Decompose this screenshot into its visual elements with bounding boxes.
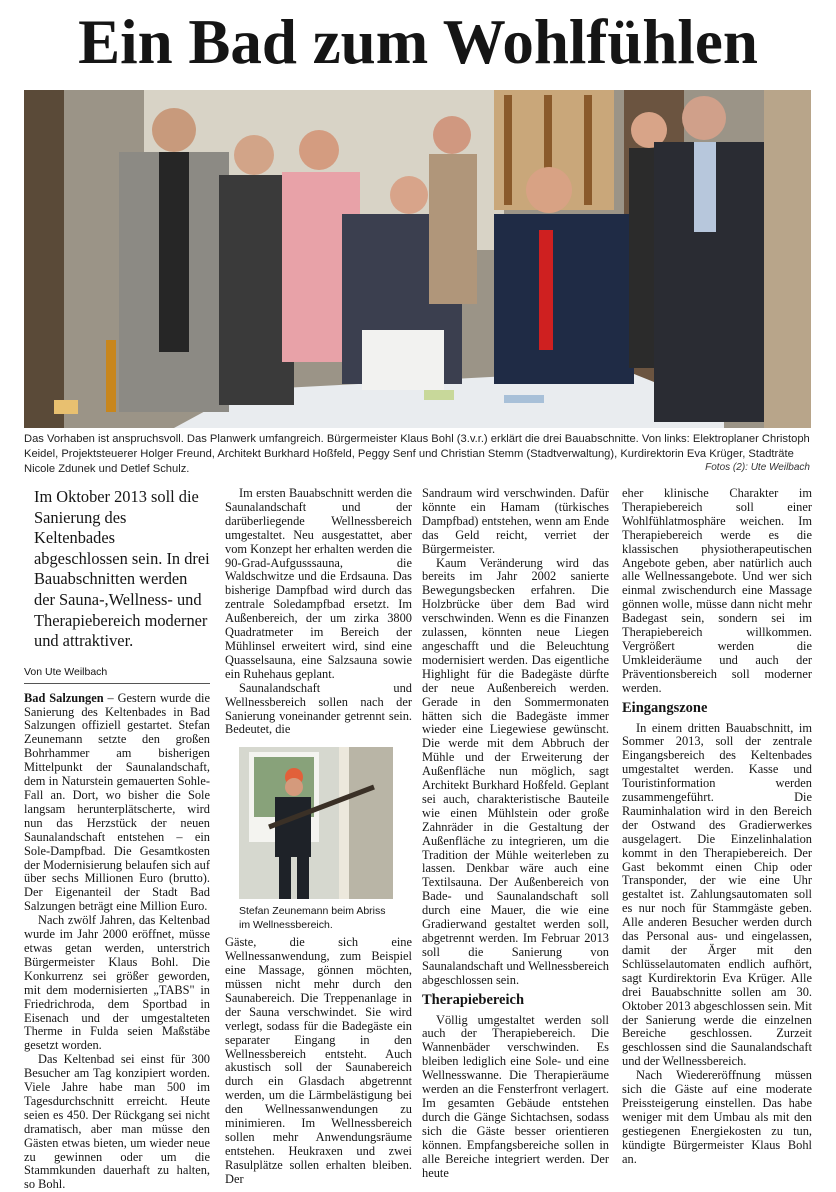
paragraph: Saunalandschaft und Wellnessbereich sollen nach der Sanierung voneinander getrennt sein. Bedeutet, die <box>225 680 412 737</box>
paragraph: Sandraum wird verschwinden. Dafür könnte ein Hamam (türkisches Dampfbad) entstehen, wenn am Ende das Geld reicht, verriet der Bürgermeister. <box>422 486 609 556</box>
paragraph: In einem dritten Bauabschnitt, im Sommer 2013, soll der zentrale Eingangsbereich des Keltenbades umgestaltet werden. Kasse und Touristinformation werden zusammengeführt. Die Rauminhalation wird in den Bereich der Ostwand des Gradierwerkes ausgelagert. Die Einzelinhalation kommt in den Therapiebereich. Der Gast bekommt einen Chip oder Transponder, der wie eine Uhr gestaltet ist. Zahlungsautomaten soll es nur noch für Stammgäste geben. Alle anderen Besucher werden durch das Personal aus- und eingelassen, damit der Ärger mit den Schlüsselautomaten endlich aufhört, sagt Kurdirektorin Eva Krüger. Alle drei Bauabschnitte sollen am 30. Oktober 2013 abgeschlossen sein. Mit der Sanierung werde die einzelnen Bereiche geschlossen. Zurzeit geschlossen sind die Saunalandschaft und der Wellnessbereich. <box>622 720 812 1069</box>
paragraph: eher klinische Charakter im Therapiebereich soll einer Wohlfühlatmosphäre weichen. Im Therapiebereich werde es die klassischen physiotherapeutischen Angebote geben, aber natürlich auch alle Wellnessangebote. Und wer sich einmal zwischendurch eine Massage gönnen wolle, müsse dann nicht mehr Badegast sein, sondern sei im Therapiebereich willkommen. Vergrößert werden die Umkleideräume und auch der Präventionsbereich soll moderner werden. <box>622 486 812 695</box>
headline: Ein Bad zum Wohlfühlen <box>78 7 758 77</box>
inset-photo <box>239 747 393 932</box>
photo-credit: Fotos (2): Ute Weilbach <box>705 462 810 473</box>
byline: Von Ute Weilbach <box>24 666 210 684</box>
subheading: Eingangszone <box>622 699 708 716</box>
caption-text: Das Vorhaben ist anspruchsvoll. Das Planwerk umfangreich. Bürgermeister Klaus Bohl (3.v.r.) erklärt die drei Bauabschnitte. Von links: Elektroplaner Christoph Keidel, Projektsteuerer Holger Freund, Architekt Burkhard Hoßfeld, Peggy Senf und Christian Stemm (Stadtverwaltung), Kurdirektorin Eva Krüger, Stadträte Nicole Zdunek und Detlef Schulz. <box>24 433 810 475</box>
paragraph: Im ersten Bauabschnitt werden die Saunalandschaft und der darüberliegende Wellnessbereich umgestaltet. Neu ausgestattet, aber vom Konzept her erhalten werden die 90-Grad-Aufgusssauna, die Waldschwitze und die Erdsauna. Das bisherige Dampfbad wird durch das zentrale Soledampfbad ersetzt. Im Außenbereich, der um zirka 3800 Quadratmeter im Bereich der Mühlinsel erweitert wird, sind eine Quasselsauna, eine Salzsauna sowie ein Ruhehaus geplant. <box>225 486 412 681</box>
column-2 <box>225 487 412 1187</box>
main-photo <box>24 90 811 428</box>
paragraph: Das Keltenbad sei einst für 300 Besucher am Tag konzipiert worden. Viele Jahre habe man 500 im Tagesdurchschnitt erreicht. Heute seien es 450. Der Rückgang sei nicht dramatisch, aber man müsse den Gästen etwas bieten, um wieder neue zu gewinnen oder um die Stammkunden dauerhaft zu halten, so Bohl. <box>24 1052 210 1192</box>
paragraph-text: – Gestern wurde die Sanierung des Keltenbades in Bad Salzungen offiziell gestartet. Stefan Zeunemann setzte den großen Bohrhammer am bisherigen Mittelpunkt der Saunalandschaft, dem in Naturstein gemauerten Sohle-Fall an. Dort, wo bisher die Sole langsam herunterplätscherte, wird nun das Herzstück der neuen Saunalandschaft entstehen – ein Sole-Dampfbad. Die Gesamtkosten der Modernisierung belaufen sich auf über sechs Millionen Euro (brutto). Der Eigenanteil der Stadt Bad Salzungen beträgt eine Million Euro. <box>24 690 210 914</box>
inset-caption: Stefan Zeunemann beim Abriss im Wellnessbereich. <box>239 905 386 931</box>
column-3 <box>422 487 609 1180</box>
column-4 <box>622 487 812 1167</box>
paragraph: Nach Wiedereröffnung müssen sich die Gäste auf eine moderate Preissteigerung einstellen. Das habe weniger mit dem Umbau als mit den gestiegenen Energiekosten zu tun, kündigte Bürgermeister Klaus Bohl an. <box>622 1068 812 1166</box>
subheading: Therapiebereich <box>422 991 525 1008</box>
inset-image <box>239 747 393 899</box>
dateline: Bad Salzungen <box>24 690 104 705</box>
column-1 <box>24 487 210 1192</box>
photo-caption <box>24 432 811 477</box>
paragraph: Völlig umgestaltet werden soll auch der Therapiebereich. Die Wannenbäder verschwinden. Es bleiben lediglich eine Sole- und eine Wellnesswanne. Die Therapieräume werden an die Fensterfront verlagert. Im gesamten Gebäude entstehen durch die Gänge Sichtachsen, sodass sich die Gäste besser orientieren können. Empfangsbereiche sollen in alle Bereiche integriert werden. Der heute <box>422 1012 609 1180</box>
paragraph: Gäste, die sich eine Wellnessanwendung, zum Beispiel eine Massage, gönnen möchten, müssen nicht mehr durch den Saunabereich. Die Treppenanlage in der Sauna verschwindet. Sie wird verlegt, sodass für die Badegäste ein separater Eingang in den Wellnessbereich entsteht. Auch akustisch soll der Saunabereich durch ein Glasdach abgetrennt werden, um die Lärmbelästigung bei den Wellnessanwendungen zu minimieren. Im Wellnessbereich sollen mehr Anwendungsräume entstehen. Heukraxen und zwei Rasulplätze sollen erhalten bleiben. Der <box>225 935 412 1186</box>
paragraph <box>24 692 210 915</box>
paragraph: Kaum Veränderung wird das bereits im Jahr 2002 sanierte Bewegungsbecken erfahren. Die Holzbrücke über dem Bad wird verschwinden. Wenn es die Finanzen zulassen, könnten neue Liegen angeschafft und die Beleuchtung modernisiert werden. Das eigentliche Highlight für die Badegäste dürfte der neue Außenbereich werden. Gerade in den Sommermonaten hätten sich die Badegäste immer wieder eine Liegewiese gewünscht. Die werde mit dem Abbruch der Mühle und der Erweiterung der Außenfläche nun möglich, sagt Architekt Burkhard Hoßfeld. Geplant sei auch, charakteristische Bauteile wie einen Mühlstein oder große Zahnräder in die Gestaltung der Außenfläche zu integrieren, um die Tradition der Mühle weiterleben zu lassen. Denkbar wäre auch eine Textilsauna. Der Außenbereich von Bade- und Saunalandschaft soll durch eine Mauer, die wie eine Gradierwand gestaltet werden soll, abgetrennt werden. Im Februar 2013 soll die Sanierung von Saunalandschaft und Wellnessbereich abgeschlossen sein. <box>422 555 609 987</box>
lead-paragraph: Im Oktober 2013 soll die Sanierung des Keltenbades abgeschlossen sein. In drei Bauabschnitten werden der Sauna-,Wellness- und Therapiebereich moderner und attraktiver. <box>34 487 210 651</box>
paragraph: Nach zwölf Jahren, das Keltenbad wurde im Jahr 2000 eröffnet, müsse etwas getan werden, unterstrich Bürgermeister Klaus Bohl. Die Konkurrenz sei größer geworden, mit dem modernisierten „TABS" in Friedrichroda, dem Sportbad in Eisenach und der umgestalteten Therme in Fulda seien Maßstäbe gesetzt worden. <box>24 913 210 1053</box>
